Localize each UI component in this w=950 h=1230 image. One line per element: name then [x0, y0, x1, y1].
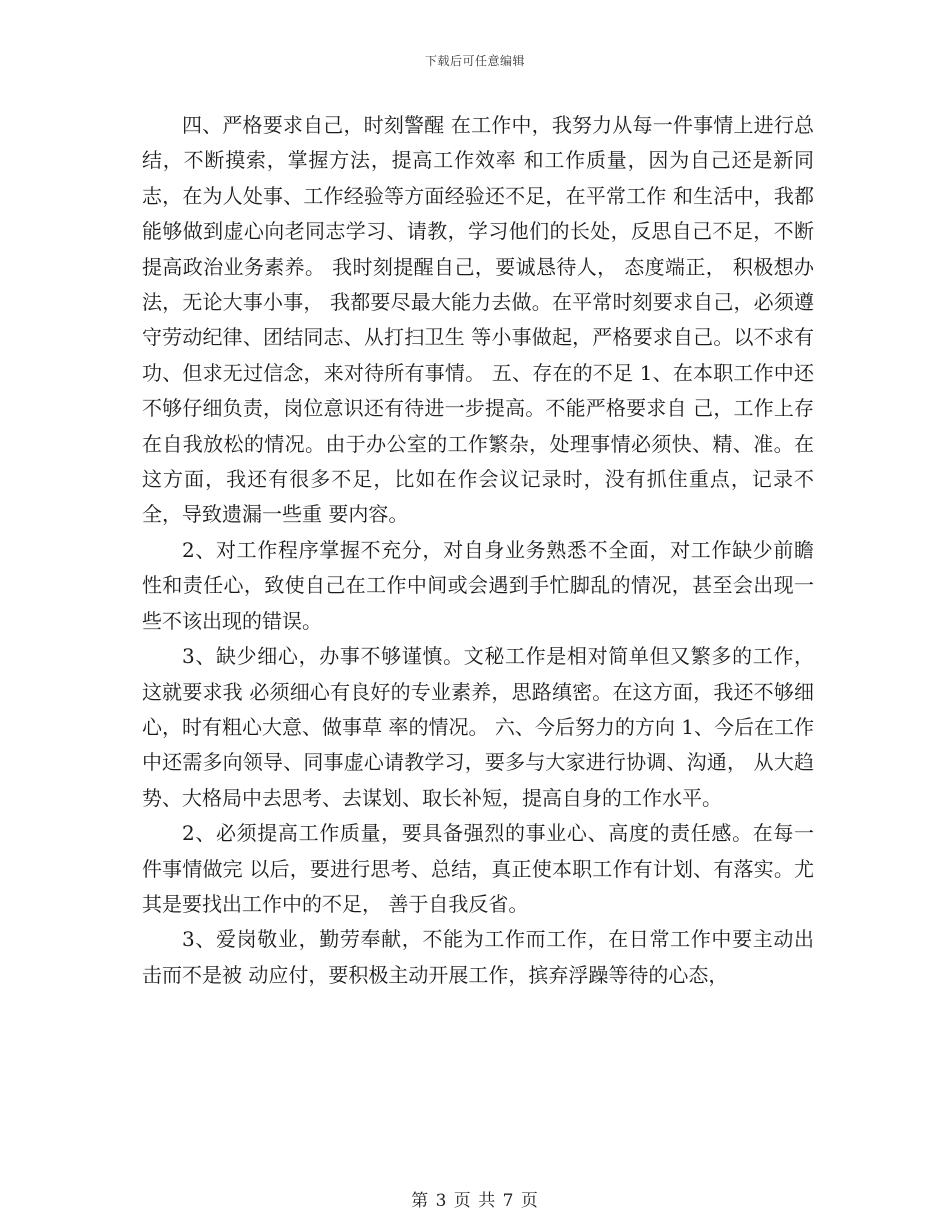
paragraph-1: 四、严格要求自己，时刻警醒 在工作中，我努力从每一件事情上进行总结，不断摸索，掌握方法，提高工作效率 和工作质量，因为自己还是新同志，在为人处事、工作经验等方面经验还不足，在平常工作 和生活中，我都能够做到虚心向老同志学习、请教，学习他们的长处，反思自己不足，不断 提高政治业务素养。 我时刻提醒自己，要诚恳待人， 态度端正， 积极想办法，无论大事小事， 我都要尽最大能力去做。在平常时刻要求自己，必须遵守劳动纪律、团结同志、从打扫卫生 等小事做起，严格要求自己。以不求有功、但求无过信念，来对待所有事情。 五、存在的不足 1、在本职工作中还不够仔细负责，岗位意识还有待进一步提高。不能严格要求自 己，工作上存在自我放松的情况。由于办公室的工作繁杂，处理事情必须快、精、准。在这方面，我还有很多不足，比如在作会议记录时，没有抓住重点，记录不全，导致遗漏一些重 要内容。 [142, 113, 814, 527]
paragraph-3: 3、缺少细心，办事不够谨慎。文秘工作是相对简单但又繁多的工作，这就要求我 必须细心有良好的专业素养，思路缜密。在这方面，我还不够细心，时有粗心大意、做事草 率的情况。 六、今后努力的方向 1、今后在工作中还需多向领导、同事虚心请教学习，要多与大家进行协调、沟通， 从大趋势、大格局中去思考、去谋划、取长补短，提高自身的工作水平。 [142, 644, 814, 810]
document-body [142, 108, 814, 993]
paragraph-5: 3、爱岗敬业，勤劳奉献，不能为工作而工作，在日常工作中要主动出击而不是被 动应付，要积极主动开展工作，摈弃浮躁等待的心态， [142, 927, 814, 987]
paragraph-4: 2、必须提高工作质量，要具备强烈的事业心、高度的责任感。在每一件事情做完 以后，要进行思考、总结，真正使本职工作有计划、有落实。尤其是要找出工作中的不足， 善于自我反省。 [142, 821, 814, 916]
paragraph-2: 2、对工作程序掌握不充分，对自身业务熟悉不全面，对工作缺少前瞻性和责任心，致使自己在工作中间或会遇到手忙脚乱的情况，甚至会出现一些不该出现的错误。 [142, 537, 814, 633]
page-header: 下载后可任意编辑 [424, 54, 525, 68]
page-footer: 第 3 页 共 7 页 [411, 1191, 539, 1211]
